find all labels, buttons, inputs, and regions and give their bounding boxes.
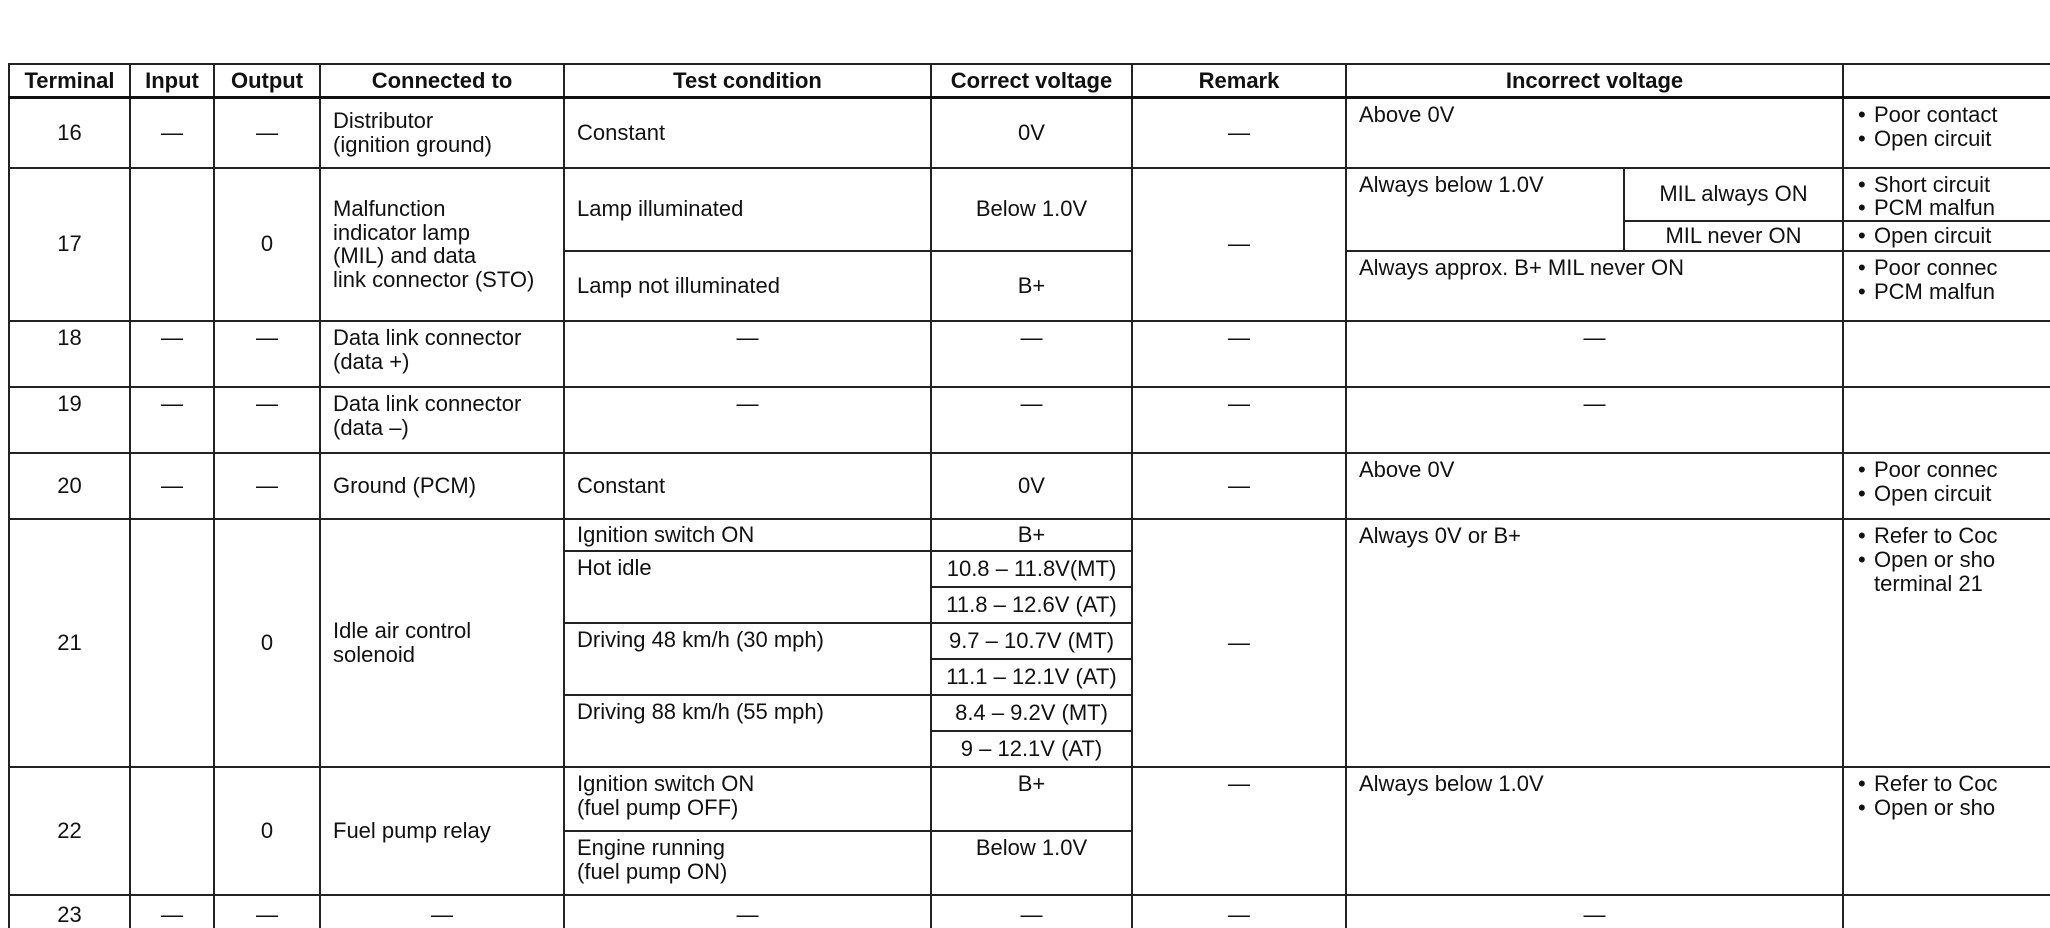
terminal-21-condition-hot-idle: Hot idle <box>564 551 931 623</box>
terminal-18-test-condition: — <box>564 321 931 387</box>
terminal-18-incorrect-voltage: — <box>1346 321 1843 387</box>
terminal-16-output: — <box>214 98 320 168</box>
terminal-17-cause-3a: • Poor connec <box>1856 256 2039 280</box>
terminal-21-possible-cause <box>1843 519 2050 767</box>
terminal-16-input: — <box>130 98 214 168</box>
terminal-21-voltage-ignition-on: B+ <box>931 519 1132 551</box>
header-test-condition: Test condition <box>564 64 931 98</box>
terminal-17-cause-3b: • PCM malfun <box>1856 280 2039 304</box>
terminal-20-incorrect-voltage: Above 0V <box>1346 453 1843 519</box>
terminal-17-incorrect-low: Always below 1.0V <box>1346 168 1624 252</box>
table-row-terminal-17a <box>9 168 2050 222</box>
table-row-terminal-23 <box>9 895 2050 928</box>
terminal-22-connected-to: Fuel pump relay <box>320 767 564 895</box>
terminal-21-condition-48kmh: Driving 48 km/h (30 mph) <box>564 623 931 695</box>
terminal-17-cause-2: • Open circuit <box>1856 224 2039 248</box>
terminal-18-input: — <box>130 321 214 387</box>
terminal-17-condition-lamp-off: Lamp not illuminated <box>564 251 931 321</box>
terminal-23-output: — <box>214 895 320 928</box>
terminal-16-test-condition: Constant <box>564 98 931 168</box>
terminal-17-connected-line-4: link connector (STO) <box>333 267 535 292</box>
terminal-16-cause-2: • Open circuit <box>1856 127 2039 151</box>
terminal-22-condition-2-line-2: (fuel pump ON) <box>577 858 728 884</box>
terminal-18-connected-line-1: Data link connector <box>333 325 522 350</box>
terminal-21-number: 21 <box>9 519 130 767</box>
terminal-16-number: 16 <box>9 98 130 168</box>
terminal-16-connected-to <box>320 98 564 168</box>
terminal-17-mil-never-on: MIL never ON <box>1624 221 1843 251</box>
terminal-19-connected-to <box>320 387 564 453</box>
terminal-22-number: 22 <box>9 767 130 895</box>
terminal-23-connected-to: — <box>320 895 564 928</box>
terminal-17-connected-line-1: Malfunction <box>333 195 446 221</box>
header-output: Output <box>214 64 320 98</box>
terminal-17-connected-to <box>320 168 564 322</box>
terminal-18-remark: — <box>1132 321 1346 387</box>
terminal-19-remark: — <box>1132 387 1346 453</box>
terminal-20-connected-to: Ground (PCM) <box>320 453 564 519</box>
table-row-terminal-18 <box>9 321 2050 387</box>
terminal-21-output: 0 <box>214 519 320 767</box>
terminal-21-cause-1: • Refer to Coc <box>1856 524 2039 548</box>
terminal-22-condition-1-line-1: Ignition switch ON <box>577 771 755 796</box>
terminal-21-voltage-hot-idle-mt: 10.8 – 11.8V(MT) <box>931 551 1132 587</box>
terminal-21-voltage-48kmh-mt: 9.7 – 10.7V (MT) <box>931 623 1132 659</box>
terminal-21-condition-88kmh: Driving 88 km/h (55 mph) <box>564 695 931 767</box>
terminal-20-cause-2: • Open circuit <box>1856 482 2039 506</box>
terminal-21-voltage-88kmh-at: 9 – 12.1V (AT) <box>931 731 1132 767</box>
terminal-22-condition-ignition-on <box>564 767 931 831</box>
terminal-18-connected-to <box>320 321 564 387</box>
table-row-terminal-16 <box>9 98 2050 168</box>
header-input: Input <box>130 64 214 98</box>
terminal-23-test-condition: — <box>564 895 931 928</box>
terminal-19-output: — <box>214 387 320 453</box>
terminal-21-incorrect-voltage: Always 0V or B+ <box>1346 519 1843 767</box>
terminal-21-condition-ignition-on: Ignition switch ON <box>564 519 931 551</box>
terminal-16-cause-1: • Poor contact <box>1856 103 2039 127</box>
terminal-22-voltage-engine-running: Below 1.0V <box>931 831 1132 895</box>
terminal-19-correct-voltage: — <box>931 387 1132 453</box>
terminal-22-cause-2: • Open or sho <box>1856 796 2039 820</box>
terminal-18-correct-voltage: — <box>931 321 1132 387</box>
terminal-20-possible-cause <box>1843 453 2050 519</box>
terminal-22-cause-1: • Refer to Coc <box>1856 772 2039 796</box>
terminal-17-voltage-lamp-on: Below 1.0V <box>931 168 1132 252</box>
terminal-16-connected-line-1: Distributor <box>333 108 434 133</box>
terminal-20-correct-voltage: 0V <box>931 453 1132 519</box>
terminal-21-voltage-48kmh-at: 11.1 – 12.1V (AT) <box>931 659 1132 695</box>
terminal-20-remark: — <box>1132 453 1346 519</box>
terminal-17-cause-poor <box>1843 251 2050 321</box>
terminal-17-voltage-lamp-off: B+ <box>931 251 1132 321</box>
terminal-17-number: 17 <box>9 168 130 322</box>
terminal-23-correct-voltage: — <box>931 895 1132 928</box>
terminal-21-cause-2: • Open or sho <box>1856 548 2039 572</box>
terminal-20-test-condition: Constant <box>564 453 931 519</box>
terminal-17-mil-always-on: MIL always ON <box>1624 168 1843 222</box>
terminal-17-output: 0 <box>214 168 320 322</box>
terminal-18-possible-cause <box>1843 321 2050 387</box>
header-remark: Remark <box>1132 64 1346 98</box>
terminal-19-connected-line-2: (data –) <box>333 414 409 440</box>
terminal-23-possible-cause <box>1843 895 2050 928</box>
terminal-21-voltage-hot-idle-at: 11.8 – 12.6V (AT) <box>931 587 1132 623</box>
terminal-16-correct-voltage: 0V <box>931 98 1132 168</box>
terminal-21-connected-line-2: solenoid <box>333 642 415 667</box>
terminal-19-input: — <box>130 387 214 453</box>
terminal-19-incorrect-voltage: — <box>1346 387 1843 453</box>
terminal-16-remark: — <box>1132 98 1346 168</box>
terminal-20-number: 20 <box>9 453 130 519</box>
terminal-21-connected-to <box>320 519 564 767</box>
table-row-terminal-21a <box>9 519 2050 551</box>
terminal-16-connected-line-2: (ignition ground) <box>333 131 492 157</box>
terminal-21-connected-line-1: Idle air control <box>333 618 472 644</box>
terminal-22-input <box>130 767 214 895</box>
terminal-22-incorrect-voltage: Always below 1.0V <box>1346 767 1843 895</box>
header-correct-voltage: Correct voltage <box>931 64 1132 98</box>
terminal-21-input <box>130 519 214 767</box>
terminal-19-number: 19 <box>9 387 130 453</box>
table-row-terminal-22a <box>9 767 2050 831</box>
terminal-22-voltage-ignition-on: B+ <box>931 767 1132 831</box>
terminal-22-remark: — <box>1132 767 1346 895</box>
header-possible-cause <box>1843 64 2050 98</box>
terminal-17-cause-short <box>1843 168 2050 222</box>
terminal-voltage-table <box>8 63 2050 928</box>
terminal-19-connected-line-1: Data link connector <box>333 391 522 416</box>
terminal-19-possible-cause <box>1843 387 2050 453</box>
table-row-terminal-20 <box>9 453 2050 519</box>
terminal-22-condition-engine-running <box>564 831 931 895</box>
terminal-17-connected-line-2: indicator lamp <box>333 219 470 245</box>
terminal-23-number: 23 <box>9 895 130 928</box>
terminal-17-connected-line-3: (MIL) and data <box>333 243 477 269</box>
header-terminal: Terminal <box>9 64 130 98</box>
terminal-17-condition-lamp-on: Lamp illuminated <box>564 168 931 252</box>
terminal-18-number: 18 <box>9 321 130 387</box>
terminal-18-connected-line-2: (data +) <box>333 348 410 374</box>
terminal-17-incorrect-high: Always approx. B+ MIL never ON <box>1346 251 1843 321</box>
terminal-16-possible-cause <box>1843 98 2050 168</box>
terminal-22-condition-1-line-2: (fuel pump OFF) <box>577 794 739 820</box>
terminal-20-cause-1: • Poor connec <box>1856 458 2039 482</box>
terminal-20-input: — <box>130 453 214 519</box>
terminal-18-output: — <box>214 321 320 387</box>
terminal-23-incorrect-voltage: — <box>1346 895 1843 928</box>
terminal-22-condition-2-line-1: Engine running <box>577 835 726 860</box>
header-incorrect-voltage: Incorrect voltage <box>1346 64 1843 98</box>
terminal-17-input <box>130 168 214 322</box>
table-row-terminal-19 <box>9 387 2050 453</box>
terminal-21-remark: — <box>1132 519 1346 767</box>
terminal-17-cause-1b: • PCM malfun <box>1856 196 2039 220</box>
terminal-17-cause-1a: • Short circuit <box>1856 173 2039 197</box>
terminal-22-output: 0 <box>214 767 320 895</box>
terminal-19-test-condition: — <box>564 387 931 453</box>
terminal-23-input: — <box>130 895 214 928</box>
terminal-21-voltage-88kmh-mt: 8.4 – 9.2V (MT) <box>931 695 1132 731</box>
header-connected-to: Connected to <box>320 64 564 98</box>
terminal-17-cause-open <box>1843 221 2050 251</box>
terminal-21-cause-2-continued: terminal 21 <box>1874 570 1983 596</box>
terminal-17-remark: — <box>1132 168 1346 322</box>
terminal-23-remark: — <box>1132 895 1346 928</box>
terminal-22-possible-cause <box>1843 767 2050 895</box>
header-row <box>9 64 2050 98</box>
terminal-20-output: — <box>214 453 320 519</box>
terminal-16-incorrect-voltage: Above 0V <box>1346 98 1843 168</box>
